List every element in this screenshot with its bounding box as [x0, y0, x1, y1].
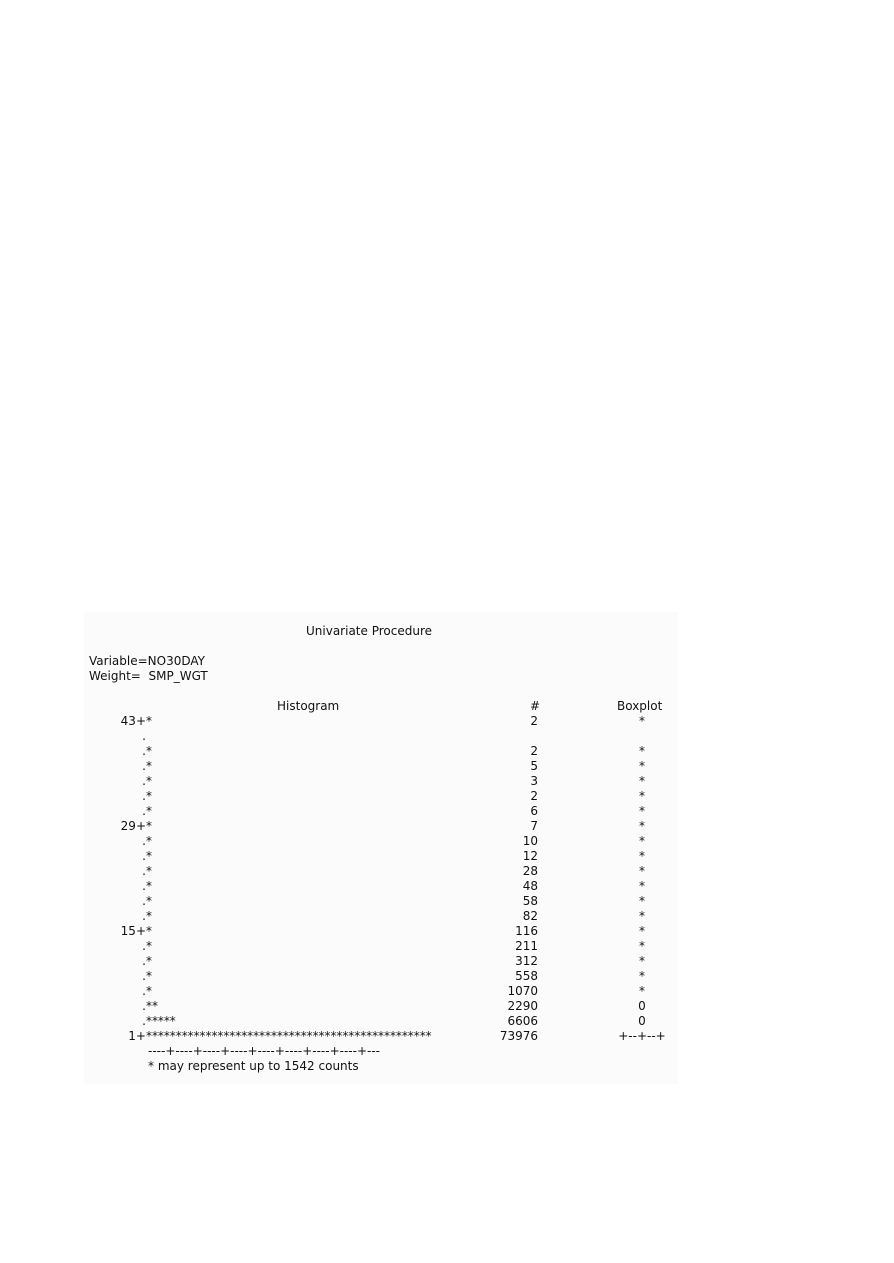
boxplot-mark: 0 — [638, 999, 646, 1013]
boxplot-mark: * — [639, 924, 645, 938]
boxplot-mark: * — [639, 834, 645, 848]
axis-label: . — [142, 789, 146, 803]
count-value: 5 — [530, 759, 538, 773]
axis-label: . — [142, 969, 146, 983]
histogram-bar: * — [146, 819, 152, 833]
histogram-row — [0, 879, 894, 894]
count-value: 2290 — [507, 999, 538, 1013]
axis-label: 43+ — [120, 714, 146, 728]
axis-label: . — [142, 939, 146, 953]
histogram-row — [0, 819, 894, 834]
axis-label: . — [142, 894, 146, 908]
histogram-row — [0, 834, 894, 849]
histogram-row — [0, 939, 894, 954]
boxplot-mark: * — [639, 909, 645, 923]
count-value: 2 — [530, 714, 538, 728]
variable-line: Variable=NO30DAY — [89, 654, 205, 668]
histogram-bar: ** — [146, 999, 158, 1013]
boxplot-mark: 0 — [638, 1014, 646, 1028]
histogram-row — [0, 714, 894, 729]
histogram-row — [0, 954, 894, 969]
axis-label: . — [142, 774, 146, 788]
boxplot-mark: * — [639, 744, 645, 758]
axis-label: 15+ — [120, 924, 146, 938]
boxplot-mark: * — [639, 984, 645, 998]
boxplot-mark: * — [639, 864, 645, 878]
boxplot-mark: * — [639, 804, 645, 818]
count-value: 10 — [522, 834, 538, 848]
histogram-row — [0, 849, 894, 864]
count-value: 73976 — [499, 1029, 538, 1043]
histogram-bar: * — [146, 879, 152, 893]
histogram-bar: ***** — [146, 1014, 176, 1028]
axis-label: . — [142, 849, 146, 863]
boxplot-mark: * — [639, 939, 645, 953]
histogram-row — [0, 804, 894, 819]
axis-label: . — [142, 744, 146, 758]
boxplot-mark: * — [639, 774, 645, 788]
histogram-row — [0, 864, 894, 879]
histogram-bar: * — [146, 969, 152, 983]
boxplot-mark: * — [639, 954, 645, 968]
axis-label: . — [142, 864, 146, 878]
histogram-tick-line: ----+----+----+----+----+----+----+----+--- — [148, 1044, 380, 1058]
count-value: 2 — [530, 744, 538, 758]
axis-label: . — [142, 729, 146, 743]
histogram-header: Histogram — [277, 699, 340, 713]
histogram-row — [0, 984, 894, 999]
histogram-bar: * — [146, 849, 152, 863]
count-value: 1070 — [507, 984, 538, 998]
count-value: 28 — [522, 864, 538, 878]
procedure-title: Univariate Procedure — [306, 624, 432, 638]
histogram-row — [0, 774, 894, 789]
histogram-bar: * — [146, 924, 152, 938]
count-value: 3 — [530, 774, 538, 788]
axis-label: . — [142, 999, 146, 1013]
histogram-row — [0, 924, 894, 939]
axis-label: . — [142, 759, 146, 773]
histogram-bar: * — [146, 984, 152, 998]
histogram-bar: * — [146, 954, 152, 968]
count-value: 211 — [515, 939, 538, 953]
histogram-bar: * — [146, 894, 152, 908]
histogram-bar: * — [146, 759, 152, 773]
histogram-scale-note: * may represent up to 1542 counts — [148, 1059, 359, 1073]
count-value: 116 — [515, 924, 538, 938]
histogram-bar: ************************************************ — [146, 1029, 432, 1043]
boxplot-mark: * — [639, 849, 645, 863]
histogram-bar: * — [146, 834, 152, 848]
count-value: 7 — [530, 819, 538, 833]
axis-label: . — [142, 984, 146, 998]
count-value: 312 — [515, 954, 538, 968]
count-header: # — [530, 699, 541, 713]
boxplot-mark: * — [639, 969, 645, 983]
histogram-row — [0, 744, 894, 759]
boxplot-mark: * — [639, 714, 645, 728]
histogram-bar: * — [146, 744, 152, 758]
histogram-row — [0, 999, 894, 1014]
histogram-row — [0, 759, 894, 774]
axis-label: . — [142, 954, 146, 968]
histogram-row — [0, 1014, 894, 1029]
boxplot-mark: * — [639, 759, 645, 773]
histogram-bar: * — [146, 939, 152, 953]
histogram-row — [0, 1029, 894, 1044]
count-value: 558 — [515, 969, 538, 983]
histogram-bar: * — [146, 714, 152, 728]
histogram-bar: * — [146, 909, 152, 923]
axis-label: . — [142, 909, 146, 923]
histogram-row — [0, 909, 894, 924]
boxplot-mark: +--+--+ — [618, 1029, 666, 1043]
count-value: 6606 — [507, 1014, 538, 1028]
histogram-bar: * — [146, 789, 152, 803]
axis-label: . — [142, 804, 146, 818]
count-value: 12 — [522, 849, 538, 863]
boxplot-mark: * — [639, 789, 645, 803]
histogram-row — [0, 969, 894, 984]
count-value: 58 — [522, 894, 538, 908]
axis-label: . — [142, 1014, 146, 1028]
boxplot-mark: * — [639, 894, 645, 908]
axis-label: 29+ — [120, 819, 146, 833]
axis-label: 1+ — [128, 1029, 146, 1043]
histogram-bar: * — [146, 774, 152, 788]
weight-line: Weight= SMP_WGT — [89, 669, 208, 683]
axis-label: . — [142, 879, 146, 893]
count-value: 82 — [522, 909, 538, 923]
count-value: 2 — [530, 789, 538, 803]
histogram-bar: * — [146, 864, 152, 878]
histogram-bar: * — [146, 804, 152, 818]
axis-label: . — [142, 834, 146, 848]
boxplot-mark: * — [639, 879, 645, 893]
histogram-row — [0, 894, 894, 909]
count-value: 6 — [530, 804, 538, 818]
boxplot-header: Boxplot — [617, 699, 663, 713]
histogram-row — [0, 789, 894, 804]
boxplot-mark: * — [639, 819, 645, 833]
count-value: 48 — [522, 879, 538, 893]
histogram-row — [0, 729, 894, 744]
